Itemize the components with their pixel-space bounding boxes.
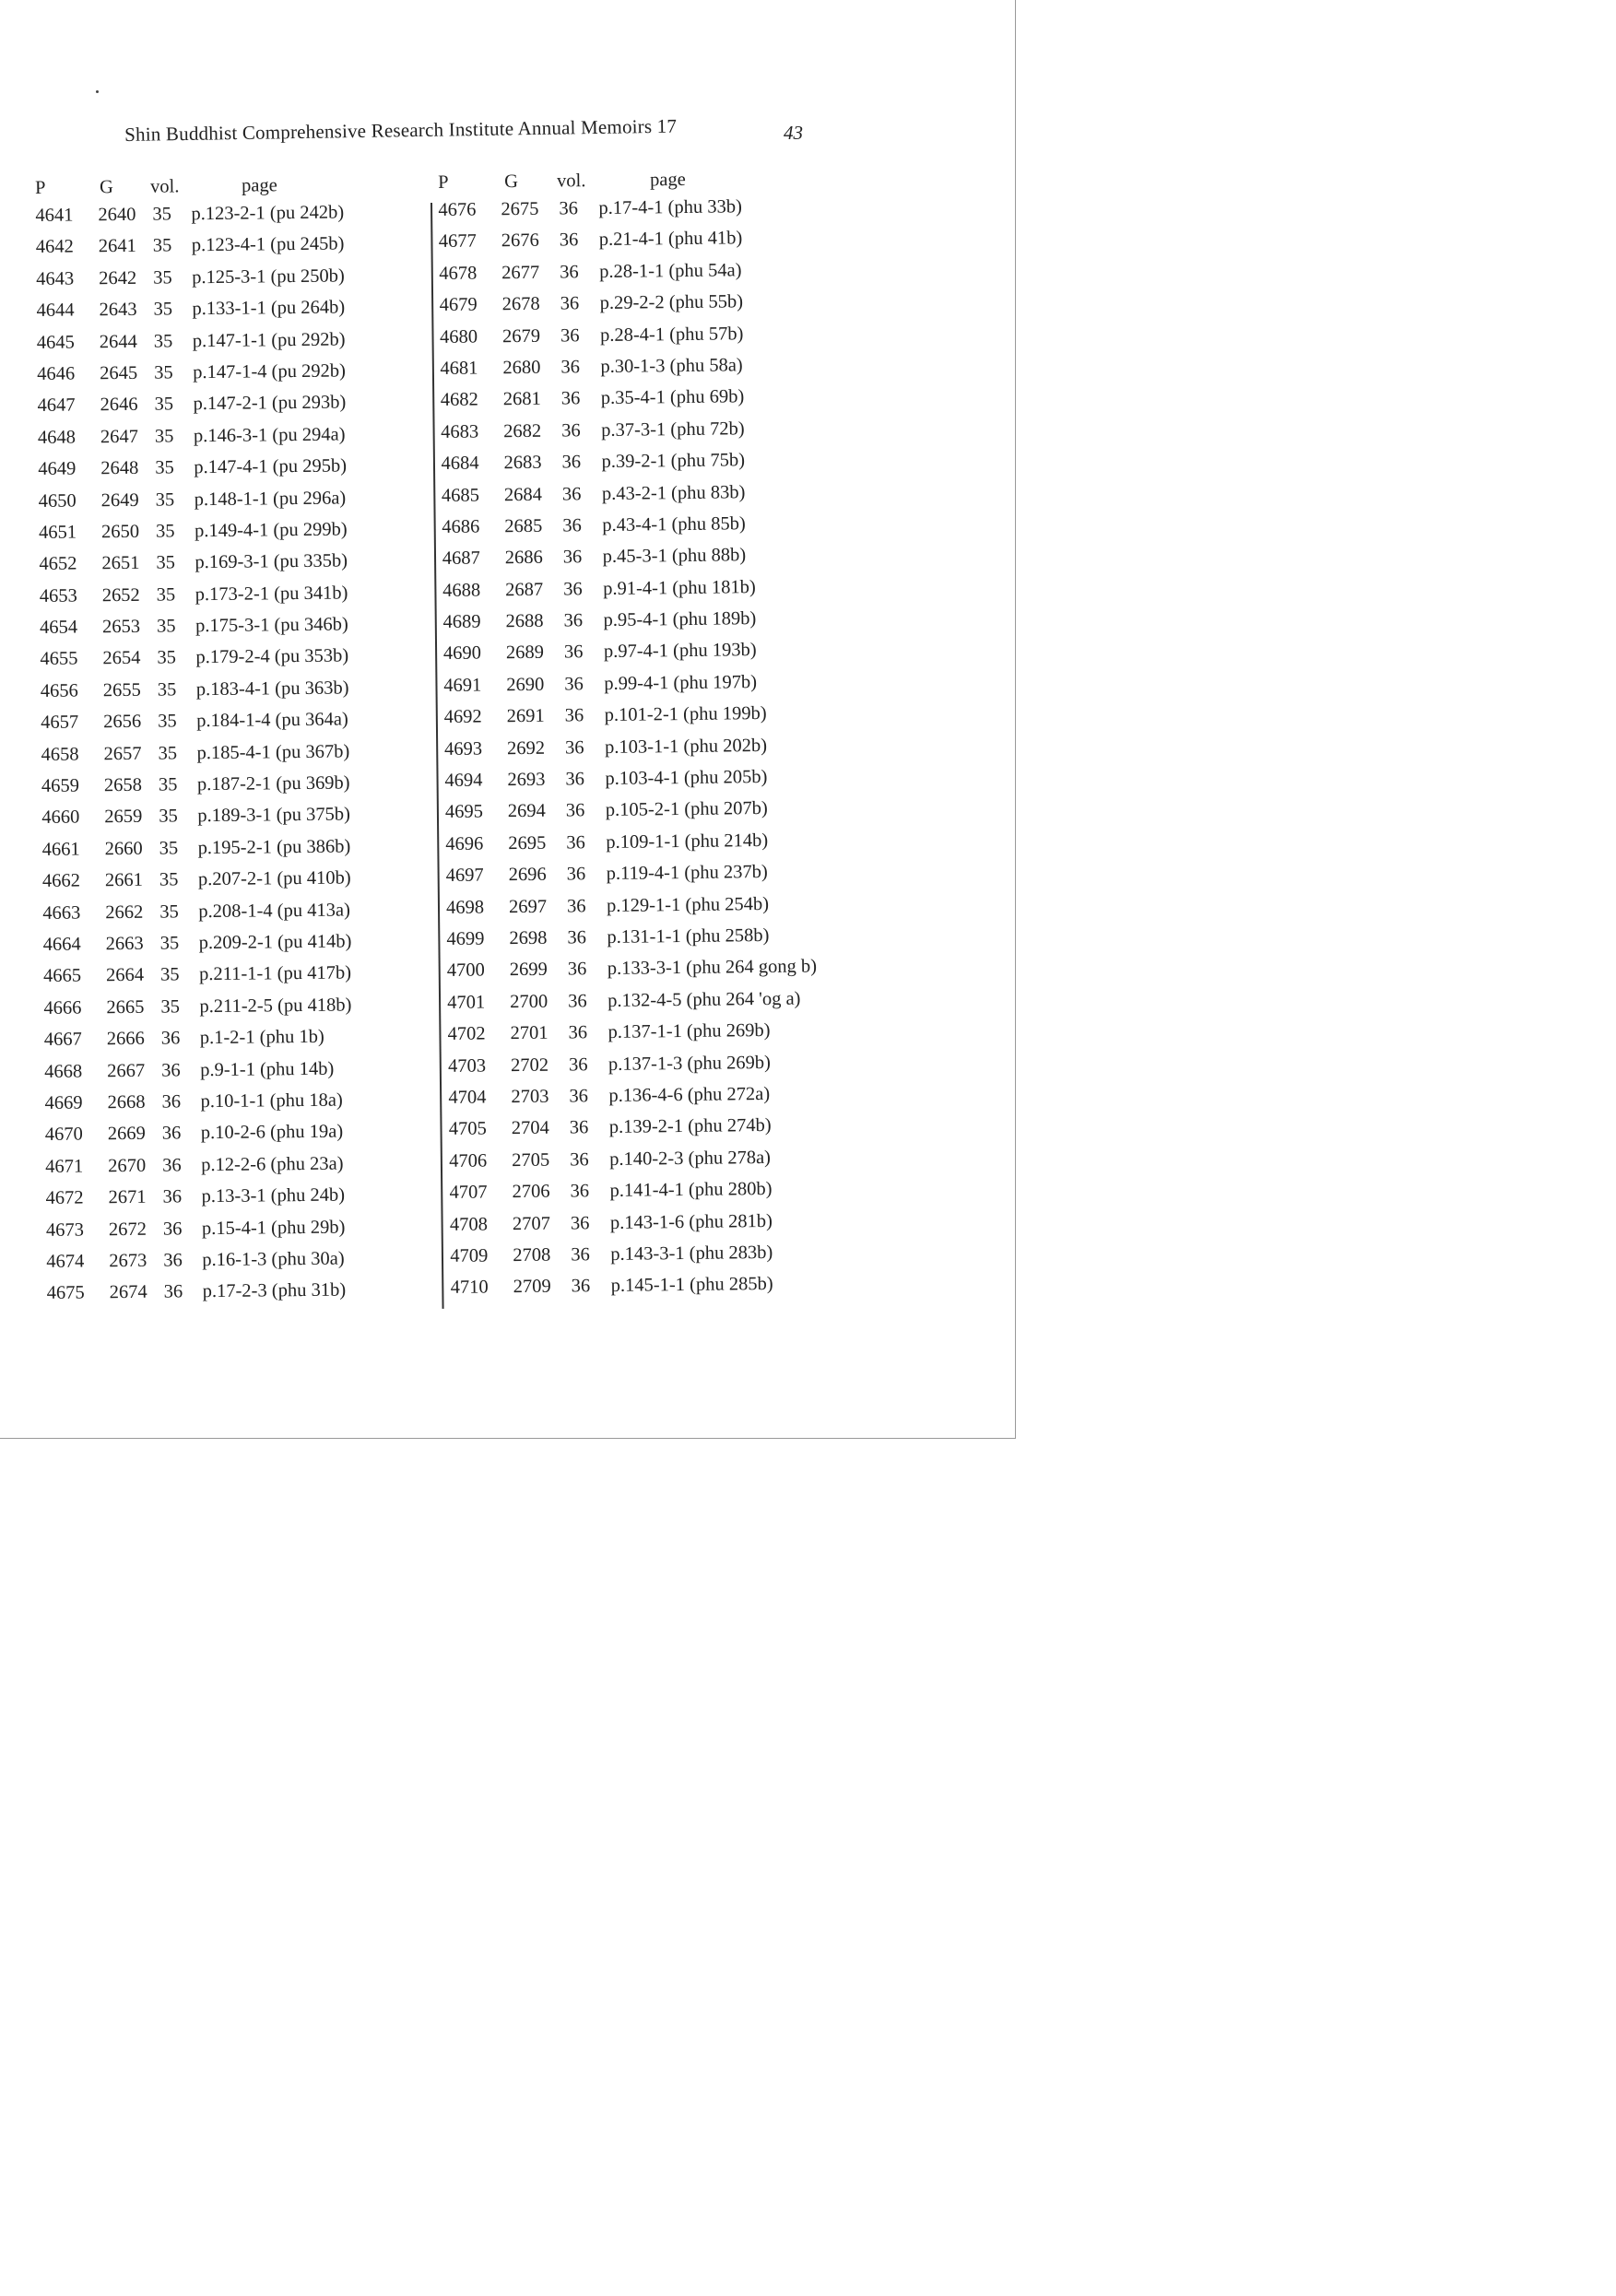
volume: 36 <box>567 927 587 948</box>
volume: 35 <box>159 806 178 828</box>
p-number: 4677 <box>438 230 477 253</box>
p-number: 4692 <box>443 706 482 728</box>
p-number: 4691 <box>443 675 482 696</box>
p-number: 4690 <box>442 642 482 665</box>
column-header-g: G <box>503 171 519 193</box>
p-number: 4701 <box>447 992 486 1013</box>
page-reference: p.45-3-1 (phu 88b) <box>602 545 747 568</box>
page-reference: p.37-3-1 (phu 72b) <box>601 418 745 441</box>
p-number: 4672 <box>45 1187 84 1209</box>
g-number: 2676 <box>501 230 539 252</box>
volume: 36 <box>161 1091 182 1113</box>
g-number: 2659 <box>104 807 143 828</box>
page-reference: p.169-3-1 (pu 335b) <box>195 550 348 573</box>
column-header-page: page <box>241 175 277 196</box>
g-number: 2709 <box>513 1276 551 1298</box>
p-number: 4667 <box>43 1029 82 1051</box>
p-number: 4673 <box>45 1219 85 1241</box>
volume: 36 <box>565 769 585 790</box>
volume: 36 <box>162 1218 183 1240</box>
p-number: 4665 <box>42 965 82 987</box>
page-reference: p.29-2-2 (phu 55b) <box>599 291 744 314</box>
g-number: 2684 <box>503 484 543 505</box>
page-reference: p.211-2-5 (pu 418b) <box>199 995 352 1017</box>
g-number: 2647 <box>100 426 139 448</box>
page-reference: p.147-4-1 (pu 295b) <box>194 455 348 478</box>
p-number: 4663 <box>42 902 81 924</box>
volume: 36 <box>567 959 587 980</box>
p-number: 4647 <box>37 394 76 417</box>
p-number: 4657 <box>41 712 79 734</box>
g-number: 2670 <box>108 1155 147 1176</box>
volume: 35 <box>159 869 179 890</box>
page-reference: p.97-4-1 (phu 193b) <box>603 640 757 663</box>
volume: 35 <box>155 457 174 478</box>
page-reference: p.137-1-3 (phu 269b) <box>607 1052 772 1075</box>
g-number: 2666 <box>106 1028 145 1050</box>
p-number: 4643 <box>36 268 75 289</box>
page-reference: p.30-1-3 (phu 58a) <box>600 355 743 377</box>
volume: 36 <box>562 547 583 568</box>
g-number: 2640 <box>98 204 136 226</box>
p-number: 4689 <box>442 611 481 633</box>
page-reference: p.95-4-1 (phu 189b) <box>603 608 757 631</box>
volume: 35 <box>155 521 175 542</box>
g-number: 2663 <box>105 933 144 955</box>
volume: 35 <box>154 394 174 415</box>
page-reference: p.35-4-1 (phu 69b) <box>600 386 745 409</box>
p-number: 4641 <box>35 205 74 226</box>
page-reference: p.17-2-3 (phu 31b) <box>202 1279 347 1302</box>
g-number: 2648 <box>100 457 139 479</box>
page-reference: p.39-2-1 (phu 75b) <box>601 450 746 473</box>
p-number: 4664 <box>42 934 81 955</box>
volume: 36 <box>566 864 586 885</box>
page-reference: p.187-2-1 (pu 369b) <box>196 772 350 795</box>
p-number: 4704 <box>448 1087 487 1108</box>
volume: 36 <box>559 230 579 251</box>
volume: 36 <box>561 483 582 505</box>
g-number: 2685 <box>504 515 543 537</box>
g-number: 2641 <box>98 236 136 257</box>
page-reference: p.143-3-1 (phu 283b) <box>610 1242 773 1265</box>
p-number: 4706 <box>449 1150 488 1172</box>
page-reference: p.103-4-1 (phu 205b) <box>605 767 768 790</box>
page-reference: p.10-2-6 (phu 19a) <box>200 1121 344 1144</box>
volume: 36 <box>564 736 584 759</box>
volume: 35 <box>158 711 177 732</box>
page-reference: p.101-2-1 (phu 199b) <box>604 703 767 726</box>
volume: 36 <box>163 1281 183 1302</box>
g-number: 2705 <box>512 1149 550 1171</box>
p-number: 4661 <box>41 839 80 860</box>
g-number: 2671 <box>108 1186 147 1208</box>
page-reference: p.175-3-1 (pu 346b) <box>195 614 348 637</box>
p-number: 4658 <box>41 744 79 765</box>
volume: 36 <box>561 452 582 473</box>
page-reference: p.148-1-1 (pu 296a) <box>194 488 347 510</box>
page-reference: p.133-1-1 (pu 264b) <box>192 297 346 320</box>
volume: 36 <box>161 1059 181 1081</box>
page-reference: p.28-4-1 (phu 57b) <box>599 323 744 346</box>
p-number: 4702 <box>447 1023 486 1045</box>
page-reference: p.119-4-1 (phu 237b) <box>606 862 768 885</box>
page-reference: p.147-1-4 (pu 292b) <box>193 360 347 383</box>
volume: 36 <box>569 1086 589 1107</box>
volume: 36 <box>570 1212 590 1233</box>
page-reference: p.139-2-1 (phu 274b) <box>608 1115 772 1138</box>
page-reference: p.13-3-1 (phu 24b) <box>201 1184 346 1207</box>
volume: 36 <box>568 1054 588 1075</box>
volume: 35 <box>157 679 177 701</box>
p-number: 4652 <box>39 553 77 575</box>
page-reference: p.9-1-1 (phu 14b) <box>200 1058 335 1080</box>
page-reference: p.137-1-1 (phu 269b) <box>607 1020 771 1043</box>
g-number: 2672 <box>108 1219 147 1240</box>
page-reference: p.125-3-1 (pu 250b) <box>192 265 345 288</box>
volume: 35 <box>156 616 176 637</box>
g-number: 2675 <box>501 198 539 220</box>
volume: 36 <box>564 674 584 695</box>
page-reference: p.173-2-1 (pu 341b) <box>195 583 348 605</box>
page-reference: p.208-1-4 (pu 413a) <box>198 900 350 922</box>
column-header-g: G <box>99 177 114 198</box>
p-number: 4696 <box>445 833 484 854</box>
p-number: 4650 <box>38 490 77 512</box>
p-number: 4651 <box>38 522 77 543</box>
page-reference: p.15-4-1 (phu 29b) <box>201 1217 346 1239</box>
g-number: 2688 <box>505 610 544 632</box>
page-reference: p.99-4-1 (phu 197b) <box>604 671 758 694</box>
page-reference: p.179-2-4 (pu 353b) <box>195 645 349 668</box>
page-reference: p.109-1-1 (phu 214b) <box>606 830 769 853</box>
p-number: 4668 <box>44 1061 83 1082</box>
page-reference: p.189-3-1 (pu 375b) <box>197 804 351 827</box>
volume: 35 <box>158 743 178 764</box>
p-number: 4676 <box>438 199 477 220</box>
volume: 36 <box>560 324 580 347</box>
volume: 36 <box>566 832 585 854</box>
g-number: 2657 <box>103 743 142 764</box>
page-reference: p.103-1-1 (phu 202b) <box>604 735 768 758</box>
g-number: 2644 <box>99 331 137 352</box>
volume: 36 <box>559 198 579 219</box>
column-header-page: page <box>649 169 686 191</box>
volume: 36 <box>560 388 581 409</box>
g-number: 2650 <box>100 521 140 543</box>
g-number: 2690 <box>506 674 545 696</box>
scan-speck <box>96 90 99 93</box>
running-header-title: Shin Buddhist Comprehensive Research Institute Annual Memoirs 17 <box>124 114 678 146</box>
p-number: 4653 <box>39 585 77 606</box>
page-reference: p.183-4-1 (pu 363b) <box>195 677 349 701</box>
p-number: 4699 <box>446 928 485 949</box>
g-number: 2680 <box>502 357 541 379</box>
p-number: 4683 <box>441 421 479 442</box>
g-number: 2649 <box>100 489 139 511</box>
page-reference: p.143-1-6 (phu 281b) <box>609 1210 773 1233</box>
p-number: 4709 <box>450 1245 489 1266</box>
p-number: 4700 <box>446 960 485 982</box>
volume: 35 <box>159 901 179 923</box>
page-reference: p.211-1-1 (pu 417b) <box>198 962 352 985</box>
page-reference: p.10-1-1 (phu 18a) <box>200 1089 343 1113</box>
g-number: 2667 <box>107 1060 146 1081</box>
volume: 36 <box>561 419 581 442</box>
p-number: 4684 <box>441 453 479 475</box>
g-number: 2699 <box>509 960 548 981</box>
g-number: 2661 <box>104 870 144 891</box>
p-number: 4686 <box>442 516 480 537</box>
volume: 35 <box>160 996 181 1018</box>
page-reference: p.147-1-1 (pu 292b) <box>192 329 346 351</box>
page-reference: p.195-2-1 (pu 386b) <box>197 836 351 859</box>
volume: 36 <box>569 1117 589 1138</box>
page-reference: p.209-2-1 (pu 414b) <box>198 931 352 954</box>
g-number: 2692 <box>506 737 546 759</box>
volume: 35 <box>156 584 176 606</box>
p-number: 4642 <box>35 236 74 258</box>
g-number: 2681 <box>502 389 541 410</box>
page-reference: p.17-4-1 (phu 33b) <box>598 196 743 219</box>
g-number: 2652 <box>101 584 140 606</box>
g-number: 2668 <box>107 1091 146 1113</box>
p-number: 4695 <box>444 801 483 823</box>
volume: 36 <box>571 1244 590 1266</box>
volume: 36 <box>563 642 584 663</box>
volume: 35 <box>154 426 174 447</box>
p-number: 4687 <box>442 548 480 570</box>
page-reference: p.43-2-1 (phu 83b) <box>601 481 746 504</box>
g-number: 2693 <box>507 769 546 791</box>
g-number: 2678 <box>501 293 540 315</box>
page-reference: p.1-2-1 (phu 1b) <box>199 1026 324 1049</box>
g-number: 2695 <box>508 832 547 854</box>
volume: 35 <box>159 964 180 985</box>
p-number: 4681 <box>440 358 478 379</box>
p-number: 4710 <box>450 1277 489 1299</box>
g-number: 2701 <box>510 1022 548 1044</box>
page-reference: p.123-4-1 (pu 245b) <box>191 233 345 256</box>
p-number: 4649 <box>38 458 77 480</box>
g-number: 2653 <box>101 616 141 638</box>
page-number: 43 <box>784 122 803 144</box>
g-number: 2708 <box>513 1244 551 1266</box>
page-reference: p.21-4-1 (phu 41b) <box>598 228 743 251</box>
g-number: 2697 <box>508 896 548 917</box>
p-number: 4656 <box>40 680 78 701</box>
p-number: 4644 <box>36 300 75 322</box>
column-header-vol: vol. <box>149 176 180 197</box>
g-number: 2673 <box>109 1250 147 1272</box>
page-reference: p.123-2-1 (pu 242b) <box>191 202 345 225</box>
page-reference: p.136-4-6 (phu 272a) <box>608 1083 771 1106</box>
p-number: 4648 <box>37 427 77 448</box>
p-number: 4694 <box>444 770 483 791</box>
p-number: 4682 <box>440 389 478 411</box>
p-number: 4693 <box>443 738 483 759</box>
volume: 36 <box>571 1276 591 1297</box>
volume: 36 <box>565 800 585 821</box>
g-number: 2694 <box>507 801 546 822</box>
volume: 35 <box>152 204 172 225</box>
g-number: 2664 <box>105 965 145 986</box>
page-reference: p.133-3-1 (phu 264 gong b) <box>607 956 818 980</box>
p-number: 4654 <box>39 617 78 639</box>
p-number: 4666 <box>43 997 82 1018</box>
volume: 36 <box>162 1155 182 1176</box>
g-number: 2704 <box>511 1118 549 1139</box>
g-number: 2702 <box>510 1054 549 1076</box>
g-number: 2700 <box>510 991 548 1012</box>
volume: 36 <box>562 515 582 536</box>
p-number: 4703 <box>447 1055 487 1077</box>
page-reference: p.146-3-1 (pu 294a) <box>193 424 346 446</box>
volume: 36 <box>560 293 580 314</box>
g-number: 2683 <box>503 452 542 474</box>
page-reference: p.147-2-1 (pu 293b) <box>193 392 347 415</box>
volume: 35 <box>153 331 173 352</box>
p-number: 4655 <box>40 649 78 670</box>
p-number: 4659 <box>41 775 80 796</box>
page-reference: p.145-1-1 (phu 285b) <box>610 1274 773 1297</box>
volume: 36 <box>162 1186 183 1207</box>
volume: 36 <box>560 262 579 283</box>
g-number: 2682 <box>503 420 542 442</box>
volume: 36 <box>570 1181 590 1202</box>
p-number: 4671 <box>45 1156 84 1177</box>
column-header-p: P <box>438 171 449 193</box>
p-number: 4660 <box>41 807 80 829</box>
g-number: 2698 <box>509 927 548 949</box>
page-reference: p.16-1-3 (phu 30a) <box>202 1248 345 1271</box>
page-reference: p.91-4-1 (phu 181b) <box>603 576 756 599</box>
p-number: 4678 <box>439 263 478 284</box>
page-reference: p.185-4-1 (pu 367b) <box>196 741 350 763</box>
page-reference: p.129-1-1 (phu 254b) <box>606 893 770 916</box>
page-reference: p.132-4-5 (phu 264 'og a) <box>607 988 801 1011</box>
volume: 36 <box>566 895 586 917</box>
g-number: 2686 <box>504 548 543 569</box>
p-number: 4697 <box>445 865 484 887</box>
page-reference: p.28-1-1 (phu 54a) <box>599 260 742 282</box>
volume: 36 <box>563 578 583 600</box>
volume: 36 <box>570 1148 589 1171</box>
p-number: 4645 <box>36 332 75 353</box>
page-reference: p.12-2-6 (phu 23a) <box>201 1153 344 1175</box>
p-number: 4662 <box>41 870 81 892</box>
page-reference: p.149-4-1 (pu 299b) <box>194 519 348 542</box>
volume: 35 <box>158 774 178 795</box>
volume: 35 <box>159 838 179 859</box>
p-number: 4705 <box>448 1118 487 1140</box>
volume: 36 <box>563 610 584 631</box>
p-number: 4707 <box>449 1182 488 1204</box>
g-number: 2707 <box>512 1213 551 1234</box>
p-number: 4680 <box>439 326 478 347</box>
volume: 35 <box>156 552 175 573</box>
p-number: 4688 <box>442 580 481 601</box>
g-number: 2646 <box>100 394 138 416</box>
g-number: 2706 <box>512 1181 550 1203</box>
p-number: 4708 <box>449 1213 489 1235</box>
page-reference: p.131-1-1 (phu 258b) <box>607 924 770 948</box>
volume: 36 <box>560 357 581 378</box>
g-number: 2703 <box>511 1086 549 1108</box>
volume: 36 <box>568 1022 588 1043</box>
volume: 35 <box>153 299 173 320</box>
g-number: 2669 <box>107 1124 146 1145</box>
column-header-p: P <box>35 177 46 198</box>
volume: 35 <box>159 933 180 954</box>
g-number: 2645 <box>100 362 138 384</box>
volume: 36 <box>161 1123 182 1144</box>
g-number: 2674 <box>109 1282 147 1303</box>
p-number: 4698 <box>445 897 485 918</box>
volume: 36 <box>163 1250 183 1271</box>
volume: 35 <box>153 267 172 288</box>
page-reference: p.141-4-1 (phu 280b) <box>609 1179 773 1202</box>
page-reference: p.207-2-1 (pu 410b) <box>197 867 351 890</box>
p-number: 4670 <box>44 1124 83 1146</box>
page-reference: p.184-1-4 (pu 364a) <box>196 709 348 732</box>
g-number: 2658 <box>103 774 143 796</box>
p-number: 4675 <box>46 1282 85 1304</box>
volume: 35 <box>154 362 173 383</box>
g-number: 2660 <box>104 838 143 860</box>
g-number: 2687 <box>505 579 544 600</box>
page-reference: p.105-2-1 (phu 207b) <box>605 798 768 821</box>
volume: 36 <box>564 705 584 726</box>
p-number: 4674 <box>46 1251 85 1272</box>
p-number: 4685 <box>441 485 480 506</box>
g-number: 2696 <box>508 864 547 886</box>
p-number: 4669 <box>44 1092 83 1113</box>
g-number: 2691 <box>506 705 545 727</box>
g-number: 2677 <box>501 262 540 284</box>
volume: 35 <box>157 647 177 669</box>
g-number: 2665 <box>106 996 145 1018</box>
g-number: 2643 <box>99 300 137 321</box>
g-number: 2656 <box>103 712 142 733</box>
volume: 36 <box>160 1028 181 1049</box>
g-number: 2651 <box>101 553 140 574</box>
p-number: 4679 <box>439 294 478 316</box>
g-number: 2642 <box>99 267 137 289</box>
page-reference: p.140-2-3 (phu 278a) <box>609 1147 772 1170</box>
g-number: 2679 <box>501 325 541 347</box>
g-number: 2654 <box>102 648 141 669</box>
g-number: 2655 <box>102 679 141 701</box>
volume: 36 <box>568 990 587 1012</box>
g-number: 2662 <box>105 901 144 923</box>
g-number: 2689 <box>505 642 545 664</box>
page-reference: p.43-4-1 (phu 85b) <box>602 513 746 536</box>
p-number: 4646 <box>37 363 76 384</box>
volume: 35 <box>155 489 175 511</box>
volume: 35 <box>152 235 172 257</box>
column-header-vol: vol. <box>556 171 586 192</box>
